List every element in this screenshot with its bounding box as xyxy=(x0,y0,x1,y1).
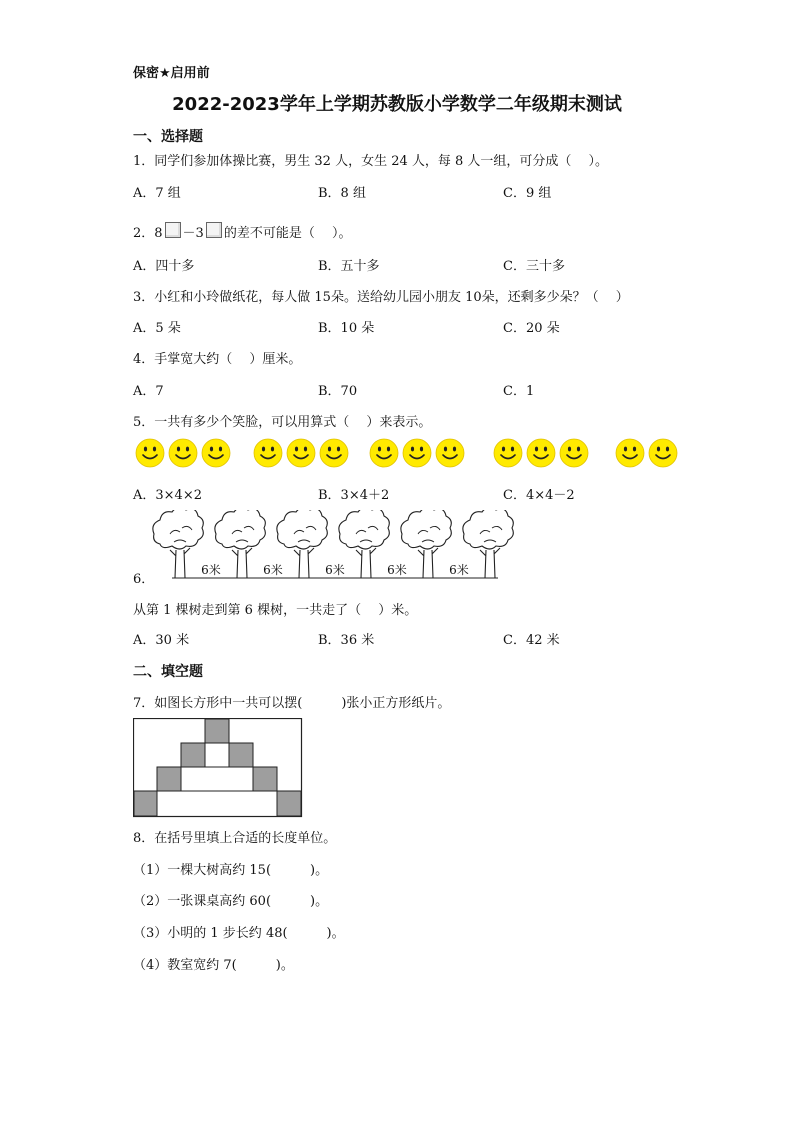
q3-option-b: B．10 朵 xyxy=(318,321,375,336)
distance-label: 6米 xyxy=(449,563,469,577)
section-choice-heading: 一、选择题 xyxy=(133,129,203,145)
q8-item-3: （3）小明的 1 步长约 48( )。 xyxy=(133,926,345,941)
q6-option-a: A．30 米 xyxy=(133,633,190,648)
q8-stem: 8．在括号里填上合适的长度单位。 xyxy=(133,831,337,846)
q8-item-4: （4）教室宽约 7( )。 xyxy=(133,958,294,973)
distance-label: 6米 xyxy=(387,563,407,577)
q5-option-b: B．3×4＋2 xyxy=(318,488,390,503)
smiley-face-icon xyxy=(402,438,432,468)
q5-stem: 5．一共有多少个笑脸，可以用算式（ ）来表示。 xyxy=(133,415,432,430)
smiley-face-icon xyxy=(168,438,198,468)
q2-option-c: C．三十多 xyxy=(503,259,565,274)
q6-stem: 从第 1 棵树走到第 6 棵树，一共走了（ ）米。 xyxy=(133,603,418,618)
q1-stem: 1．同学们参加体操比赛，男生 32 人，女生 24 人，每 8 人一组，可分成（ ）。 xyxy=(133,154,609,169)
smiley-face-icon xyxy=(319,438,349,468)
q4-option-a: A．7 xyxy=(133,384,164,399)
q2-option-a: A．四十多 xyxy=(133,259,195,274)
q8-item-1: （1）一棵大树高约 15( )。 xyxy=(133,863,329,878)
tree-icon xyxy=(339,510,389,578)
smiley-face-icon xyxy=(559,438,589,468)
smiley-face-icon xyxy=(201,438,231,468)
smiley-face-icon xyxy=(493,438,523,468)
smiley-face-icon xyxy=(135,438,165,468)
q4-option-b: B．70 xyxy=(318,384,358,399)
q1-option-a: A．7 组 xyxy=(133,186,181,201)
distance-label: 6米 xyxy=(201,563,221,577)
digit-box-icon xyxy=(165,222,181,238)
q5-option-a: A．3×4×2 xyxy=(133,488,202,503)
q5-option-c: C．4×4－2 xyxy=(503,488,575,503)
distance-label: 6米 xyxy=(263,563,283,577)
smiley-face-icon xyxy=(435,438,465,468)
q6-option-c: C．42 米 xyxy=(503,633,560,648)
page-title: 2022-2023学年上学期苏教版小学数学二年级期末测试 xyxy=(172,94,622,115)
q1-option-b: B．8 组 xyxy=(318,186,366,201)
tree-icon xyxy=(215,510,265,578)
smiley-face-icon xyxy=(526,438,556,468)
staircase-rectangle-figure xyxy=(133,718,303,818)
q4-stem: 4．手掌宽大约（ ）厘米。 xyxy=(133,352,302,367)
tree-icon xyxy=(463,510,513,578)
q2-middle: －3 xyxy=(182,226,204,241)
q2-option-b: B．五十多 xyxy=(318,259,380,274)
tree-icon xyxy=(153,510,203,578)
q2-prefix: 2．8 xyxy=(133,226,163,241)
trees-figure xyxy=(150,510,530,584)
smiley-face-icon xyxy=(648,438,678,468)
section-fill-heading: 二、填空题 xyxy=(133,664,203,680)
confidential-label: 保密★启用前 xyxy=(133,66,210,81)
smiley-face-icon xyxy=(369,438,399,468)
q6-number: 6． xyxy=(133,572,155,587)
q4-option-c: C．1 xyxy=(503,384,535,399)
q3-option-c: C．20 朵 xyxy=(503,321,560,336)
q8-item-2: （2）一张课桌高约 60( )。 xyxy=(133,894,329,909)
q2-suffix: 的差不可能是（ ）。 xyxy=(223,226,352,241)
q3-stem: 3．小红和小玲做纸花，每人做 15朵。送给幼儿园小朋友 10朵，还剩多少朵？（ ） xyxy=(133,290,629,305)
q1-option-c: C．9 组 xyxy=(503,186,552,201)
tree-icon xyxy=(401,510,451,578)
tree-icon xyxy=(277,510,327,578)
q7-stem: 7．如图长方形中一共可以摆( )张小正方形纸片。 xyxy=(133,696,451,711)
smiley-face-icon xyxy=(615,438,645,468)
q6-option-b: B．36 米 xyxy=(318,633,375,648)
smiley-face-icon xyxy=(253,438,283,468)
q2-stem xyxy=(133,222,351,241)
digit-box-icon xyxy=(206,222,222,238)
smiley-face-icon xyxy=(286,438,316,468)
q3-option-a: A．5 朵 xyxy=(133,321,181,336)
distance-label: 6米 xyxy=(325,563,345,577)
